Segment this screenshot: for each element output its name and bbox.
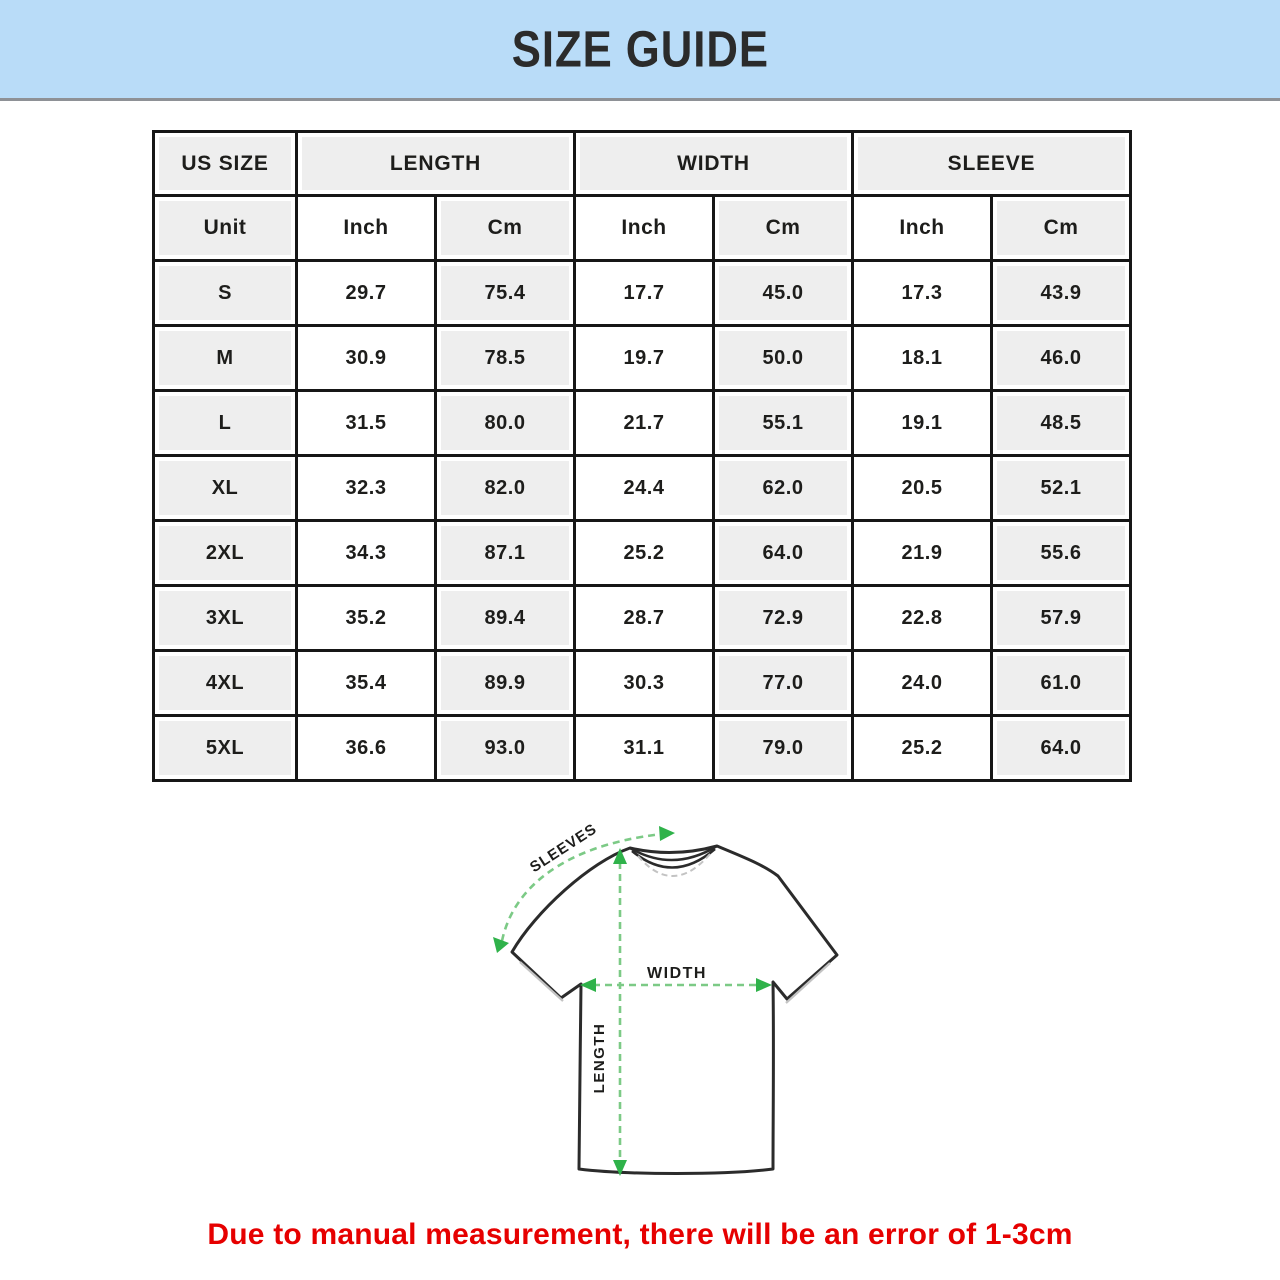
value-cell: 57.9 <box>992 586 1131 651</box>
value-cell: 20.5 <box>853 456 992 521</box>
value-cell: 46.0 <box>992 326 1131 391</box>
unit-cell: Cm <box>992 196 1131 261</box>
value-cell: 18.1 <box>853 326 992 391</box>
size-table <box>152 130 1132 782</box>
size-cell: 4XL <box>154 651 297 716</box>
size-cell: M <box>154 326 297 391</box>
size-cell: XL <box>154 456 297 521</box>
value-cell: 35.4 <box>297 651 436 716</box>
table-row <box>154 586 1131 651</box>
unit-cell: Inch <box>297 196 436 261</box>
unit-cell: Unit <box>154 196 297 261</box>
value-cell: 45.0 <box>714 261 853 326</box>
table-row <box>154 326 1131 391</box>
value-cell: 78.5 <box>436 326 575 391</box>
unit-cell: Inch <box>853 196 992 261</box>
header-sleeve: SLEEVE <box>853 132 1131 196</box>
header-length: LENGTH <box>297 132 575 196</box>
size-cell: L <box>154 391 297 456</box>
size-guide-banner <box>0 0 1280 101</box>
value-cell: 34.3 <box>297 521 436 586</box>
value-cell: 25.2 <box>575 521 714 586</box>
value-cell: 89.4 <box>436 586 575 651</box>
value-cell: 79.0 <box>714 716 853 781</box>
value-cell: 19.7 <box>575 326 714 391</box>
page-title: SIZE GUIDE <box>511 20 769 78</box>
value-cell: 72.9 <box>714 586 853 651</box>
value-cell: 55.1 <box>714 391 853 456</box>
table-unit-row <box>154 196 1131 261</box>
table-row <box>154 261 1131 326</box>
unit-cell: Cm <box>714 196 853 261</box>
table-row <box>154 391 1131 456</box>
value-cell: 64.0 <box>992 716 1131 781</box>
value-cell: 64.0 <box>714 521 853 586</box>
value-cell: 17.3 <box>853 261 992 326</box>
size-cell: S <box>154 261 297 326</box>
value-cell: 17.7 <box>575 261 714 326</box>
value-cell: 32.3 <box>297 456 436 521</box>
value-cell: 24.0 <box>853 651 992 716</box>
header-us-size: US SIZE <box>154 132 297 196</box>
value-cell: 30.3 <box>575 651 714 716</box>
value-cell: 89.9 <box>436 651 575 716</box>
value-cell: 25.2 <box>853 716 992 781</box>
value-cell: 29.7 <box>297 261 436 326</box>
value-cell: 80.0 <box>436 391 575 456</box>
value-cell: 31.5 <box>297 391 436 456</box>
value-cell: 82.0 <box>436 456 575 521</box>
table-row <box>154 521 1131 586</box>
value-cell: 30.9 <box>297 326 436 391</box>
size-cell: 5XL <box>154 716 297 781</box>
value-cell: 62.0 <box>714 456 853 521</box>
table-row <box>154 651 1131 716</box>
value-cell: 48.5 <box>992 391 1131 456</box>
value-cell: 19.1 <box>853 391 992 456</box>
size-cell: 3XL <box>154 586 297 651</box>
header-width: WIDTH <box>575 132 853 196</box>
width-label: WIDTH <box>647 965 707 982</box>
value-cell: 87.1 <box>436 521 575 586</box>
value-cell: 24.4 <box>575 456 714 521</box>
value-cell: 93.0 <box>436 716 575 781</box>
value-cell: 50.0 <box>714 326 853 391</box>
value-cell: 21.7 <box>575 391 714 456</box>
value-cell: 55.6 <box>992 521 1131 586</box>
unit-cell: Cm <box>436 196 575 261</box>
tshirt-diagram-svg <box>440 800 940 1220</box>
unit-cell: Inch <box>575 196 714 261</box>
value-cell: 22.8 <box>853 586 992 651</box>
sleeves-label: SLEEVES <box>526 820 601 877</box>
value-cell: 75.4 <box>436 261 575 326</box>
value-cell: 35.2 <box>297 586 436 651</box>
value-cell: 31.1 <box>575 716 714 781</box>
value-cell: 28.7 <box>575 586 714 651</box>
tshirt-outline <box>512 846 837 1174</box>
value-cell: 77.0 <box>714 651 853 716</box>
table-header-row <box>154 132 1131 196</box>
size-table-rows <box>154 261 1131 781</box>
sleeves-arrow-bottom <box>493 937 509 953</box>
value-cell: 52.1 <box>992 456 1131 521</box>
tshirt-measurement-diagram <box>440 800 940 1220</box>
measurement-error-note: Due to manual measurement, there will be an error of 1-3cm <box>207 1218 1073 1251</box>
size-cell: 2XL <box>154 521 297 586</box>
value-cell: 36.6 <box>297 716 436 781</box>
length-label: LENGTH <box>591 1022 608 1094</box>
value-cell: 21.9 <box>853 521 992 586</box>
table-row <box>154 456 1131 521</box>
value-cell: 43.9 <box>992 261 1131 326</box>
value-cell: 61.0 <box>992 651 1131 716</box>
table-row <box>154 716 1131 781</box>
sleeves-arrow-top <box>659 826 675 841</box>
